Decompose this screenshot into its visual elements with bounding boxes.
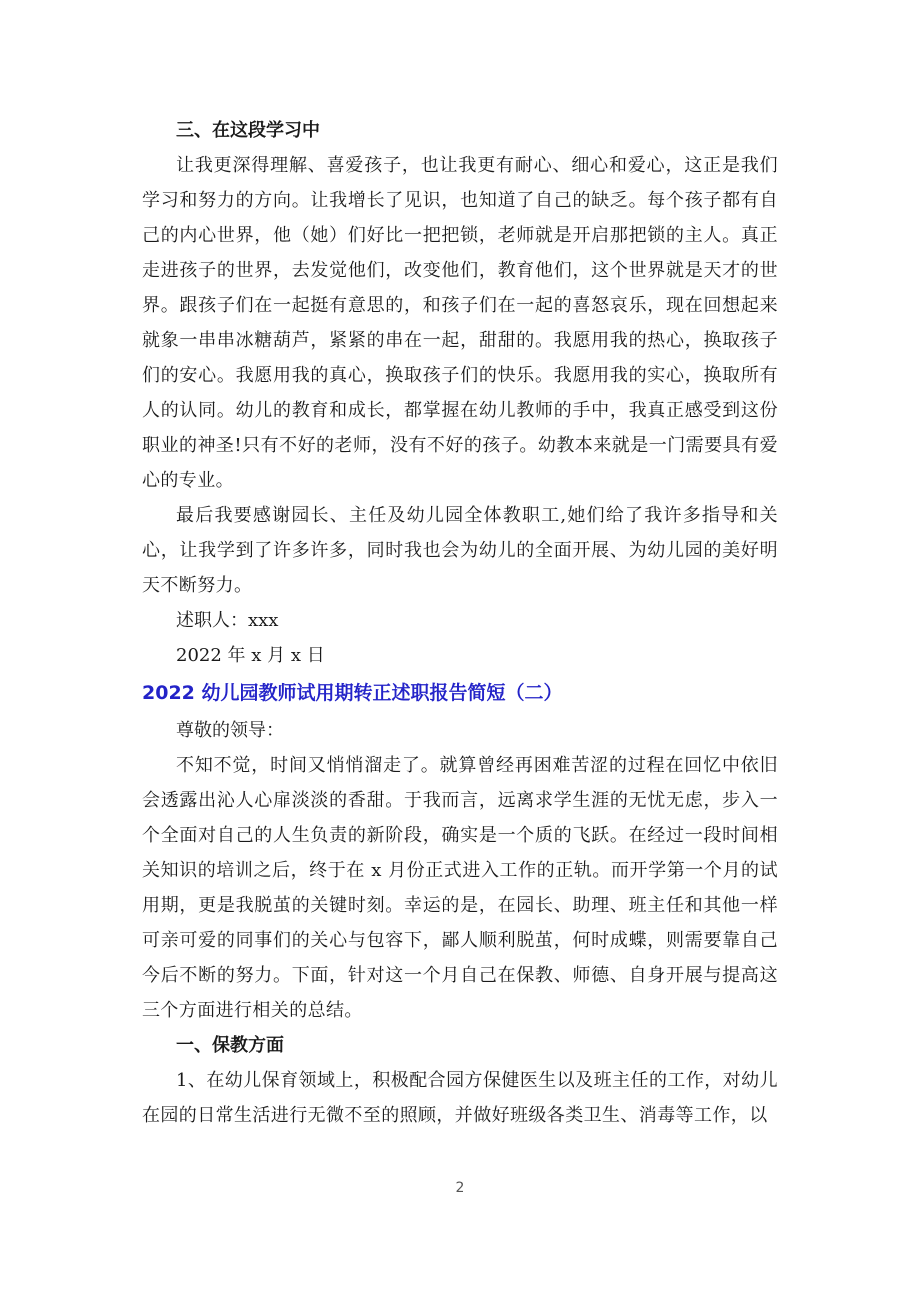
section-title-report-two: 2022 幼儿园教师试用期转正述职报告简短（二） [142, 682, 563, 704]
signature-date: 2022 年 x 月 x 日 [176, 645, 325, 666]
page-number: 2 [455, 1180, 465, 1196]
paragraph-learning-reflection: 让我更深得理解、喜爱孩子，也让我更有耐心、细心和爱心，这正是我们学习和努力的方向。让我增长了见识，也知道了自己的缺乏。每个孩子都有自己的内心世界，他（她）们好比一把把锁，老师就是开启那把锁的主人。真正走进孩子的世界，去发觉他们，改变他们，教育他们，这个世界就是天才的世界。跟孩子们在一起挺有意思的，和孩子们在一起的喜怒哀乐，现在回想起来就象一串串冰糖葫芦，紧紧的串在一起，甜甜的。我愿用我的热心，换取孩子们的安心。我愿用我的真心，换取孩子们的快乐。我愿用我的实心，换取所有人的认同。幼儿的教育和成长，都掌握在幼儿教师的手中，我真正感受到这份职业的神圣!只有不好的老师，没有不好的孩子。幼教本来就是一门需要具有爱心的专业。 [142, 155, 778, 491]
signature-name: 述职人：xxx [176, 610, 279, 631]
paragraph-care-item-1: 1、在幼儿保育领域上，积极配合园方保健医生以及班主任的工作，对幼儿在园的日常生活进行无微不至的照顾，并做好班级各类卫生、消毒等工作，以 [142, 1070, 778, 1126]
paragraph-thanks: 最后我要感谢园长、主任及幼儿园全体教职工,她们给了我许多指导和关心，让我学到了许多许多，同时我也会为幼儿的全面开展、为幼儿园的美好明天不断努力。 [142, 505, 778, 596]
paragraph-intro: 不知不觉，时间又悄悄溜走了。就算曾经再困难苦涩的过程在回忆中依旧会透露出沁人心扉淡淡的香甜。于我而言，远离求学生涯的无忧无虑，步入一个全面对自己的人生负责的新阶段，确实是一个质的飞跃。在经过一段时间相关知识的培训之后，终于在 x 月份正式进入工作的正轨。而开学第一个月的试用期，更是我脱茧的关键时刻。幸运的是，在园长、助理、班主任和其他一样可亲可爱的同事们的关心与包容下，鄙人顺利脱茧，何时成蝶，则需要靠自己今后不断的努力。下面，针对这一个月自己在保教、师德、自身开展与提高这三个方面进行相关的总结。 [142, 755, 778, 1021]
salutation: 尊敬的领导： [176, 720, 284, 741]
document-body [142, 113, 778, 1133]
subheading-learning: 三、在这段学习中 [176, 120, 320, 141]
subheading-care-education: 一、保教方面 [176, 1035, 284, 1056]
